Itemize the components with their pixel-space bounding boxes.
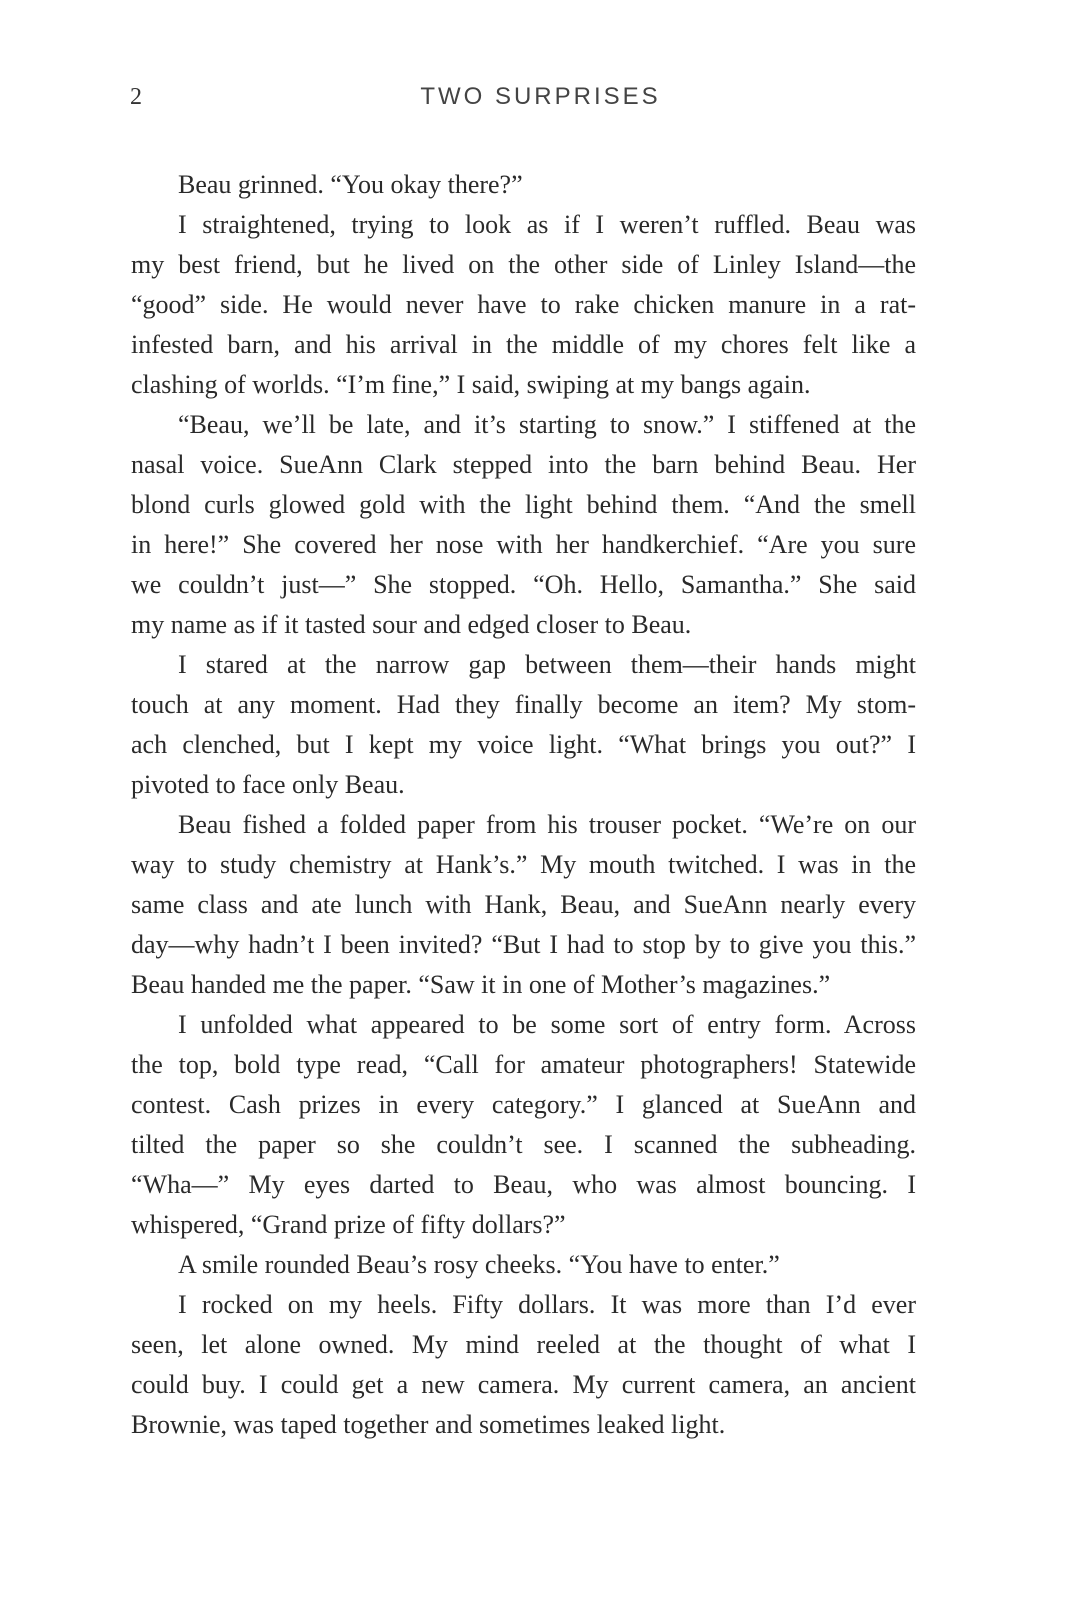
- text-line: Beau handed me the paper. “Saw it in one of Mother’s magazines.”: [131, 970, 831, 999]
- text-line: seen, let alone owned. My mind reeled at the thought of what I: [131, 1330, 916, 1359]
- text-line: A smile rounded Beau’s rosy cheeks. “You have to enter.”: [178, 1250, 780, 1279]
- text-line: in here!” She covered her nose with her handkerchief. “Are you sure: [131, 530, 916, 559]
- text-line: nasal voice. SueAnn Clark stepped into the barn behind Beau. Her: [131, 450, 916, 479]
- text-line: blond curls glowed gold with the light behind them. “And the smell: [131, 490, 916, 519]
- text-line: whispered, “Grand prize of fifty dollars?”: [131, 1210, 566, 1239]
- text-line: we couldn’t just—” She stopped. “Oh. Hello, Samantha.” She said: [131, 570, 916, 599]
- text-line: the top, bold type read, “Call for amateur photographers! Statewide: [131, 1050, 916, 1079]
- text-line: Beau grinned. “You okay there?”: [178, 170, 523, 199]
- text-line: Brownie, was taped together and sometimes leaked light.: [131, 1410, 726, 1439]
- text-line: pivoted to face only Beau.: [131, 770, 405, 799]
- running-head: TWO SURPRISES: [420, 83, 661, 110]
- text-line: I straightened, trying to look as if I weren’t ruffled. Beau was: [178, 210, 916, 239]
- text-line: I stared at the narrow gap between them—their hands might: [178, 650, 916, 679]
- text-line: my best friend, but he lived on the other side of Linley Island—the: [131, 250, 916, 279]
- text-line: ach clenched, but I kept my voice light. “What brings you out?” I: [131, 730, 916, 759]
- page-number: 2: [130, 84, 142, 110]
- text-line: infested barn, and his arrival in the middle of my chores felt like a: [131, 330, 916, 359]
- text-line: way to study chemistry at Hank’s.” My mouth twitched. I was in the: [131, 850, 916, 879]
- text-line: same class and ate lunch with Hank, Beau, and SueAnn nearly every: [131, 890, 916, 919]
- text-line: touch at any moment. Had they finally become an item? My stom-: [131, 690, 916, 719]
- text-line: day—why hadn’t I been invited? “But I had to stop by to give you this.”: [131, 930, 916, 959]
- text-line: clashing of worlds. “I’m fine,” I said, swiping at my bangs again.: [131, 370, 811, 399]
- text-line: my name as if it tasted sour and edged closer to Beau.: [131, 610, 692, 639]
- body-text: [131, 165, 916, 1445]
- text-line: “good” side. He would never have to rake chicken manure in a rat-: [131, 290, 916, 319]
- text-line: “Beau, we’ll be late, and it’s starting to snow.” I stiffened at the: [178, 410, 916, 439]
- text-line: Beau fished a folded paper from his trouser pocket. “We’re on our: [178, 810, 916, 839]
- text-line: I unfolded what appeared to be some sort of entry form. Across: [178, 1010, 916, 1039]
- text-line: tilted the paper so she couldn’t see. I scanned the subheading.: [131, 1130, 916, 1159]
- text-line: “Wha—” My eyes darted to Beau, who was almost bouncing. I: [131, 1170, 916, 1199]
- text-line: contest. Cash prizes in every category.” I glanced at SueAnn and: [131, 1090, 916, 1119]
- text-line: could buy. I could get a new camera. My current camera, an ancient: [131, 1370, 916, 1399]
- text-line: I rocked on my heels. Fifty dollars. It was more than I’d ever: [178, 1290, 916, 1319]
